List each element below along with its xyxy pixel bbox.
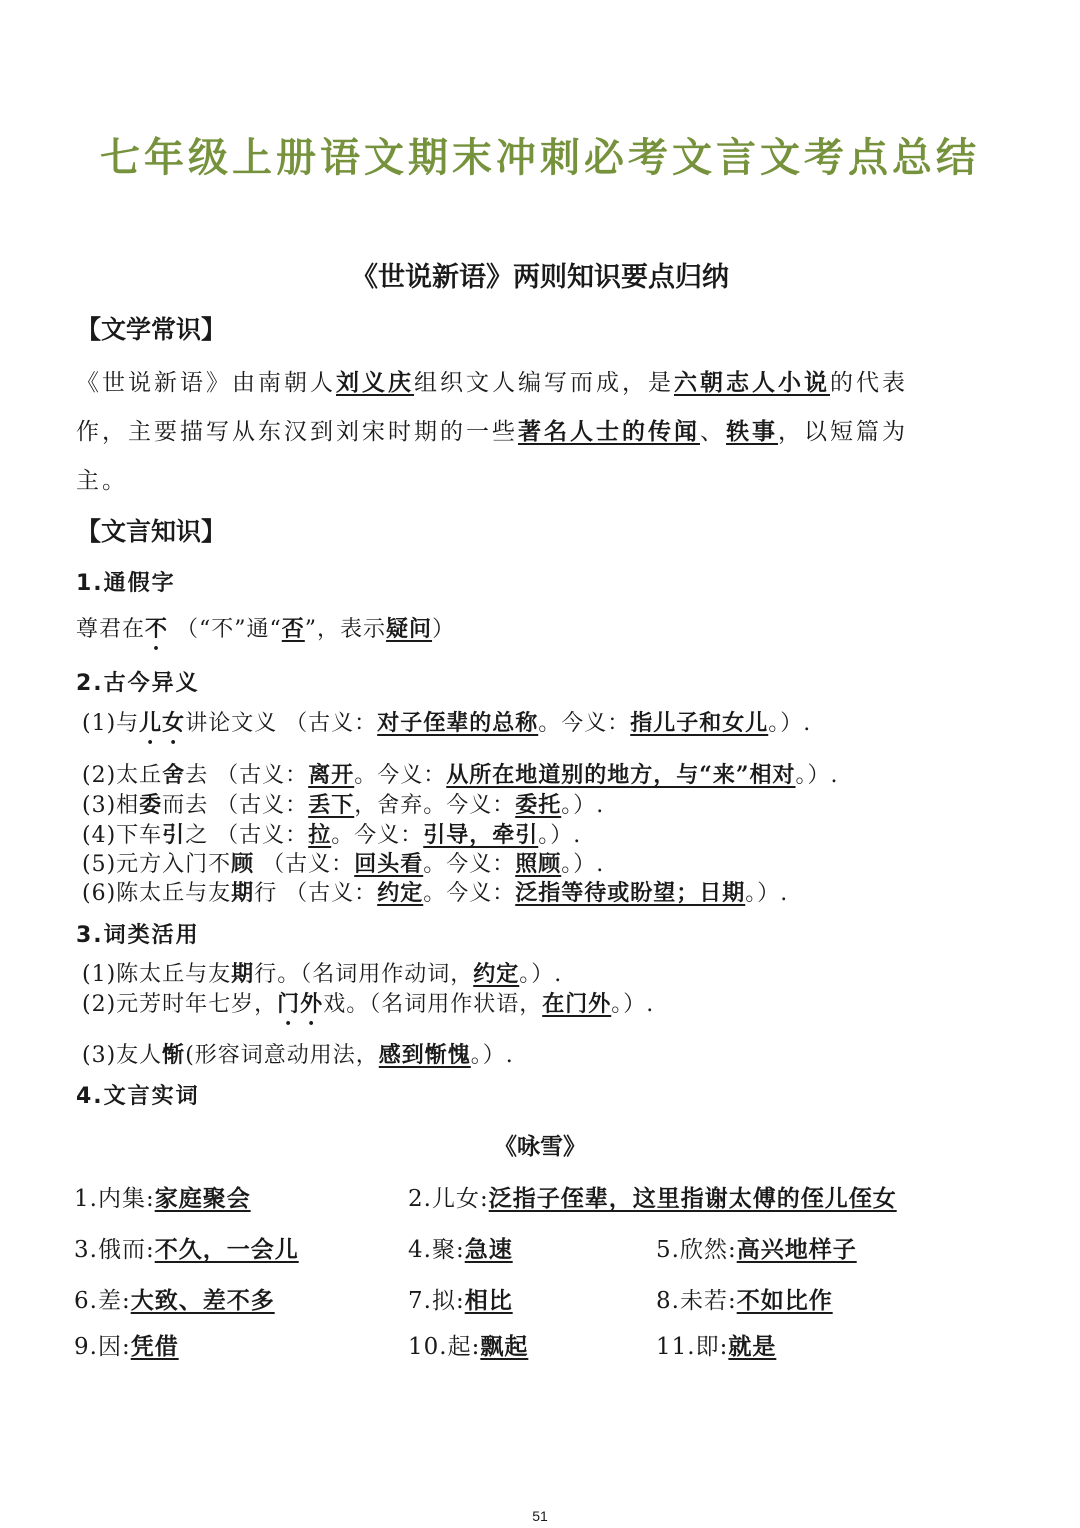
vocab-item: 3.俄而:不久，一会儿 — [74, 1236, 299, 1263]
section-subtitle: 《世说新语》两则知识要点归纳 — [351, 262, 729, 293]
literature-heading: 【文学常识】 — [76, 315, 227, 344]
cilei-row-2: (2)元芳时年七岁，门外戏。（名词用作状语，在门外。）. — [82, 991, 655, 1017]
gujin-row-3: (3)相委而去 （古义：丢下，舍弃。今义：委托。）. — [82, 792, 605, 818]
page-title: 七年级上册语文期末冲刺必考文言文考点总结 — [100, 134, 980, 181]
gujin-row-5: (5)元方入门不顾 （古义：回头看。今义：照顾。）. — [82, 851, 605, 877]
classical-knowledge-heading: 【文言知识】 — [76, 517, 227, 546]
literature-line-1: 《世说新语》由南朝人刘义庆组织文人编写而成，是六朝志人小说的代表 — [76, 369, 908, 396]
page-number: 51 — [532, 1508, 548, 1524]
vocab-item: 9.因:凭借 — [74, 1333, 179, 1360]
gujin-heading: 2.古今异义 — [76, 671, 200, 696]
gujin-row-6: (6)陈太丘与友期行 （古义：约定。今义：泛指等待或盼望；日期。）. — [82, 880, 789, 906]
literature-line-3: 主。 — [76, 468, 128, 494]
gujin-row-4: (4)下车引之 （古义：拉。今义：引导，牵引。）. — [82, 822, 582, 848]
vocab-item: 4.聚:急速 — [408, 1236, 513, 1263]
literature-line-2: 作，主要描写从东汉到刘宋时期的一些著名人士的传闻、轶事，以短篇为 — [76, 418, 908, 445]
tongjia-heading: 1.通假字 — [76, 571, 176, 596]
vocab-item: 1.内集:家庭聚会 — [74, 1185, 251, 1212]
tongjia-line: 尊君在不 （“不”通“否”，表示疑问） — [76, 616, 456, 642]
vocab-item: 5.欣然:高兴地样子 — [656, 1236, 857, 1263]
gujin-row-2: (2)太丘舍去 （古义：离开。今义：从所在地道别的地方，与“来”相对。）. — [82, 762, 839, 788]
cilei-row-1: (1)陈太丘与友期行。（名词用作动词，约定。）. — [82, 961, 563, 987]
vocab-item: 2.儿女:泛指子侄辈，这里指谢太傅的侄儿侄女 — [408, 1185, 897, 1212]
shici-heading: 4.文言实词 — [76, 1084, 200, 1109]
cilei-row-3: (3)友人惭(形容词意动用法，感到惭愧。）. — [82, 1042, 514, 1068]
vocab-item: 7.拟:相比 — [408, 1287, 513, 1314]
gujin-row-1: (1)与儿女讲论文义 （古义：对子侄辈的总称。今义：指儿子和女儿。）. — [82, 710, 812, 736]
vocab-item: 8.未若:不如比作 — [656, 1287, 833, 1314]
vocab-item: 11.即:就是 — [656, 1333, 777, 1360]
poem-title: 《咏雪》 — [494, 1133, 586, 1160]
vocab-item: 6.差:大致、差不多 — [74, 1287, 275, 1314]
cilei-heading: 3.词类活用 — [76, 923, 200, 948]
vocab-item: 10.起:飘起 — [408, 1333, 529, 1360]
